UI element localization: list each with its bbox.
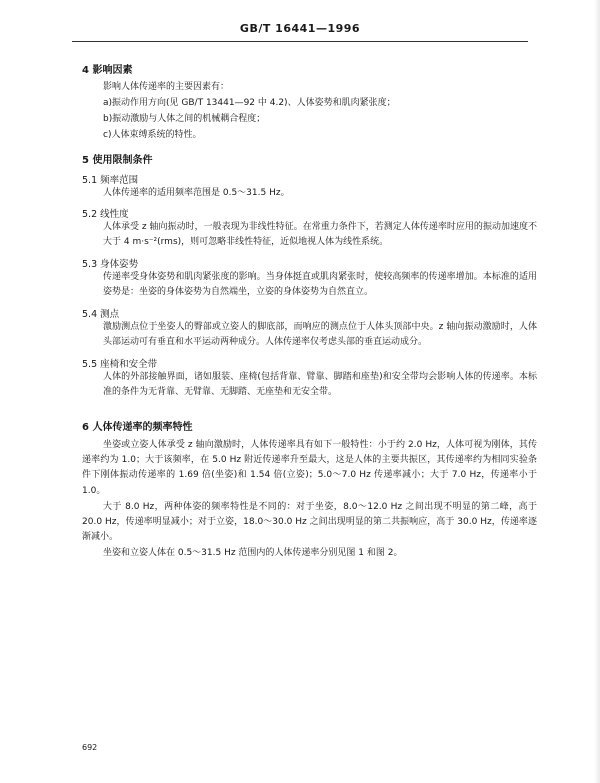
page-header: GB/T 16441—1996 [239, 22, 361, 35]
section-5-4-text: 激励测点位于坐姿人的臀部或立姿人的脚底部，而响应的测点位于人体头顶部中央。z 轴向振动激励时，人体头部运动可有垂直和水平运动两种成分。人体传递率仅考虑头部的垂直运动成分。 [103, 322, 537, 348]
section-6-paragraph-1: 坐姿或立姿人体承受 z 轴向激励时，人体传递率具有如下一般特性：小于约 2.0 Hz，人体可视为刚体，其传递率约为 1.0；大于该频率，在 5.0 Hz 附近传递率升至最大，这是人体的主要共振区，其传递率约为相同实验条件下刚体振动传递率的 1.69 倍(坐姿)和 1.54 倍(立姿)；5.0～7.0 Hz 传递率减小；大于 7.0 Hz，传递率小于 1.0。 [82, 440, 537, 496]
section-5-1-text: 人体传递率的适用频率范围是 0.5～31.5 Hz。 [103, 188, 290, 198]
page-number: 692 [82, 743, 98, 752]
section-5-3-heading: 5.3 身体姿势 [82, 259, 139, 270]
section-5-1-heading: 5.1 频率范围 [82, 175, 139, 186]
section-4-item-c: c)人体束缚系统的特性。 [103, 130, 202, 140]
section-5-5-heading: 5.5 座椅和安全带 [82, 359, 158, 370]
section-4-intro: 影响人体传递率的主要因素有： [103, 82, 230, 92]
header-rule [72, 41, 528, 42]
section-5-heading: 5 使用限制条件 [82, 155, 153, 166]
section-4-item-b: b)振动激励与人体之间的机械耦合程度； [103, 114, 266, 124]
section-5-3-text: 传递率受身体姿势和肌肉紧张度的影响。当身体挺直或肌肉紧张时，使较高频率的传递率增加。本标准的适用姿势是：坐姿的身体姿势为自然端坐，立姿的身体姿势为自然直立。 [103, 272, 537, 298]
section-4-item-a: a)振动作用方向(见 GB/T 13441—92 中 4.2)、人体姿势和肌肉紧张度； [103, 98, 396, 108]
section-5-5-text: 人体的外部接触界面，诸如服装、座椅(包括背靠、臂靠、脚踏和座垫)和安全带均会影响人体的传递率。本标准的条件为无背靠、无臂靠、无脚踏、无座垫和无安全带。 [103, 372, 537, 398]
section-5-4-heading: 5.4 测点 [82, 309, 120, 320]
scan-edge [594, 0, 600, 783]
section-6-paragraph-2: 大于 8.0 Hz，两种体姿的频率特性是不同的：对于坐姿，8.0～12.0 Hz 之间出现不明显的第二峰，高于 20.0 Hz，传递率明显减小；对于立姿，18.0～30.0 Hz 之间出现明显的第二共振响应，高于 30.0 Hz，传递率逐渐减小。 [82, 502, 537, 543]
section-5-2-heading: 5.2 线性度 [82, 209, 129, 220]
section-4-heading: 4 影响因素 [82, 65, 133, 76]
section-6-heading: 6 人体传递率的频率特性 [82, 422, 193, 433]
section-6-paragraph-3: 坐姿和立姿人体在 0.5～31.5 Hz 范围内的人体传递率分别见图 1 和图 2。 [103, 548, 403, 558]
section-5-2-text: 人体承受 z 轴向振动时，一般表现为非线性特征。在常重力条件下，若测定人体传递率时应用的振动加速度不大于 4 m·s⁻²(rms)，则可忽略非线性特征，近似地视人体为线性系统。 [103, 222, 537, 248]
